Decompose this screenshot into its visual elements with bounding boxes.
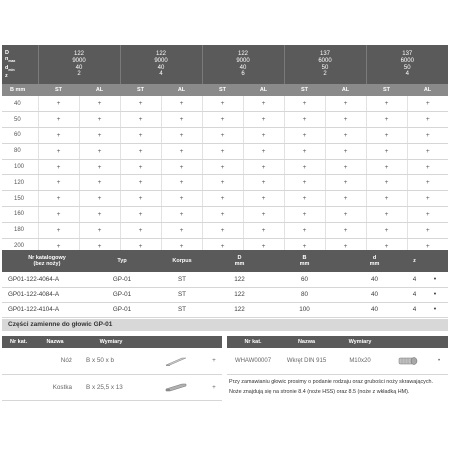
material-label: ST [366, 84, 407, 96]
availability-mark: + [202, 159, 243, 175]
availability-mark: + [161, 112, 202, 128]
b-value: 50 [2, 112, 38, 128]
availability-mark: + [202, 191, 243, 207]
availability-mark: + [366, 159, 407, 175]
label-z: z [5, 72, 8, 79]
availability-mark: + [243, 207, 284, 223]
availability-mark: + [243, 222, 284, 238]
material-label: AL [325, 84, 366, 96]
availability-mark: + [366, 143, 407, 159]
availability-mark: + [120, 112, 161, 128]
availability-mark: + [325, 112, 366, 128]
material-label: ST [38, 84, 79, 96]
param-column-3: 122 9000 40 6 [202, 45, 284, 84]
catalog-cell-z: 4 [407, 287, 422, 302]
catalog-cell-d: 122 [212, 287, 267, 302]
spare-right-header-row [227, 336, 448, 348]
table-row [2, 287, 448, 302]
availability-mark: + [366, 222, 407, 238]
availability-mark: + [38, 96, 79, 112]
availability-mark: + [202, 222, 243, 238]
availability-mark: + [243, 143, 284, 159]
availability-mark: + [79, 96, 120, 112]
availability-mark: + [407, 175, 448, 191]
catalog-cell-typ: GP-01 [92, 302, 152, 317]
catalog-header-z: z [407, 250, 422, 272]
availability-mark: + [407, 191, 448, 207]
availability-mark: + [38, 112, 79, 128]
availability-mark: + [366, 238, 407, 254]
availability-mark: + [120, 96, 161, 112]
availability-mark: + [243, 191, 284, 207]
availability-mark: + [120, 238, 161, 254]
availability-mark: + [325, 175, 366, 191]
availability-mark: + [284, 159, 325, 175]
availability-mark: + [325, 238, 366, 254]
availability-mark: + [407, 128, 448, 144]
catalog-header-nr: Nr katalogowy (bez noży) [2, 250, 92, 272]
availability-mark: + [284, 207, 325, 223]
material-label: ST [202, 84, 243, 96]
availability-mark: + [325, 128, 366, 144]
spare-part-dimensions: B x 25,5 x 13 [76, 374, 146, 400]
catalog-cell-korpus: ST [152, 302, 212, 317]
availability-mark: + [161, 191, 202, 207]
spare-part-name: Kostka [34, 374, 76, 400]
availability-mark: + [202, 128, 243, 144]
availability-mark: + [284, 222, 325, 238]
availability-mark: + [284, 112, 325, 128]
availability-mark: + [120, 222, 161, 238]
availability-mark: + [284, 191, 325, 207]
material-label: AL [243, 84, 284, 96]
availability-mark: + [79, 207, 120, 223]
availability-mark: + [325, 143, 366, 159]
availability-mark: + [407, 159, 448, 175]
b-value: 100 [2, 159, 38, 175]
availability-mark: + [325, 159, 366, 175]
b-value: 40 [2, 96, 38, 112]
catalog-header-d: d mm [342, 250, 407, 272]
availability-mark: + [161, 96, 202, 112]
table-row [2, 112, 448, 128]
spare-right-header-wymiary: Wymiary [334, 336, 386, 348]
availability-mark: + [407, 238, 448, 254]
catalog-header-row [2, 250, 448, 272]
availability-mark: + [120, 143, 161, 159]
catalog-cell-z: 4 [407, 272, 422, 287]
availability-mark: + [243, 175, 284, 191]
catalog-cell-d: 40 [342, 272, 407, 287]
table-row [2, 143, 448, 159]
table-row [2, 222, 448, 238]
availability-mark: + [79, 238, 120, 254]
availability-mark: + [284, 238, 325, 254]
param-column-2: 122 9000 40 4 [120, 45, 202, 84]
catalog-header-typ: Typ [92, 250, 152, 272]
order-note-line-2: Noże znajdują się na stronie 8.4 (noże HSS) oraz 8.5 (noże z wkładką HM). [229, 389, 410, 395]
table-row [2, 272, 448, 287]
availability-mark: + [120, 175, 161, 191]
availability-mark: + [120, 207, 161, 223]
spare-left-header-nr: Nr kat. [2, 336, 34, 348]
availability-mark: + [202, 238, 243, 254]
spare-part-name: Wkręt DIN 915 [279, 348, 334, 374]
availability-mark: + [243, 128, 284, 144]
availability-mark: + [202, 175, 243, 191]
availability-mark: + [407, 112, 448, 128]
catalog-header-korpus: Korpus [152, 250, 212, 272]
spare-parts-left-table [2, 336, 222, 401]
catalog-cell-b: 80 [267, 287, 342, 302]
catalog-cell-d: 122 [212, 272, 267, 287]
availability-mark: + [38, 222, 79, 238]
availability-mark: + [79, 222, 120, 238]
catalog-cell-mark: • [422, 272, 448, 287]
catalog-cell-b: 60 [267, 272, 342, 287]
label-d: d [5, 64, 9, 71]
catalog-header-B: B mm [267, 250, 342, 272]
availability-mark: + [366, 191, 407, 207]
availability-mark: + [366, 112, 407, 128]
catalog-cell-d: 40 [342, 302, 407, 317]
availability-mark: + [161, 159, 202, 175]
catalog-cell-typ: GP-01 [92, 272, 152, 287]
availability-mark: + [38, 128, 79, 144]
table-row [2, 175, 448, 191]
availability-mark: + [120, 128, 161, 144]
availability-mark: + [79, 143, 120, 159]
spare-parts-right-table [227, 336, 448, 375]
availability-mark: + [284, 175, 325, 191]
availability-mark: + [284, 143, 325, 159]
b-value: 180 [2, 222, 38, 238]
label-n-sub: max [8, 59, 16, 64]
order-note-line-1: Przy zamawianiu głowic prosimy o podanie rodzaju oraz grubości noży skrawających. [229, 379, 434, 385]
table-row: WHAW00007 Wkręt DIN 915 M10x20 • [227, 348, 448, 374]
availability-mark: + [202, 112, 243, 128]
clamp-block-icon [164, 381, 188, 393]
catalog-cell-mark: • [422, 287, 448, 302]
spare-part-dimensions: B x 50 x b [76, 348, 146, 374]
availability-mark: + [79, 191, 120, 207]
order-note [229, 377, 451, 397]
spare-left-header-wymiary: Wymiary [76, 336, 146, 348]
availability-mark: + [79, 128, 120, 144]
availability-mark: + [407, 207, 448, 223]
catalog-cell-nr: GP01-122-4104-A [2, 302, 92, 317]
catalog-cell-z: 4 [407, 302, 422, 317]
spare-left-header-nazwa: Nazwa [34, 336, 76, 348]
availability-mark: + [120, 191, 161, 207]
availability-mark: + [366, 175, 407, 191]
catalog-header-D: D mm [212, 250, 267, 272]
catalog-header-mark [422, 250, 448, 272]
availability-mark: + [407, 96, 448, 112]
b-value: 160 [2, 207, 38, 223]
table-row [2, 191, 448, 207]
b-value: 150 [2, 191, 38, 207]
b-value: 200 [2, 238, 38, 254]
catalog-cell-typ: GP-01 [92, 287, 152, 302]
availability-mark: + [366, 128, 407, 144]
availability-mark: + [284, 128, 325, 144]
spare-parts-title: Części zamienne do głowic GP-01 [2, 319, 448, 331]
parameter-table [2, 45, 448, 254]
set-screw-icon [396, 355, 420, 367]
availability-mark: + [407, 222, 448, 238]
catalog-cell-mark: • [422, 302, 448, 317]
catalog-cell-d: 40 [342, 287, 407, 302]
table-row [2, 128, 448, 144]
availability-mark: + [366, 207, 407, 223]
availability-mark: + [366, 96, 407, 112]
availability-mark: + [407, 143, 448, 159]
parameter-labels [2, 45, 38, 84]
flat-knife-icon [164, 355, 188, 367]
availability-mark: + [161, 143, 202, 159]
material-label: ST [284, 84, 325, 96]
param-column-5: 137 6000 50 4 [366, 45, 448, 84]
availability-mark: + [79, 159, 120, 175]
availability-mark: + [243, 112, 284, 128]
availability-mark: + [161, 207, 202, 223]
material-label: AL [407, 84, 448, 96]
availability-mark: + [38, 238, 79, 254]
availability-mark: + [120, 159, 161, 175]
table-row [2, 159, 448, 175]
availability-mark: + [161, 238, 202, 254]
availability-mark: + [38, 175, 79, 191]
b-value: 80 [2, 143, 38, 159]
spare-left-header-row [2, 336, 222, 348]
availability-mark: + [243, 96, 284, 112]
availability-mark: + [284, 96, 325, 112]
spare-part-dimensions: M10x20 [334, 348, 386, 374]
catalog-cell-d: 122 [212, 302, 267, 317]
availability-mark: + [202, 96, 243, 112]
param-column-4: 137 6000 50 2 [284, 45, 366, 84]
availability-mark: + [325, 207, 366, 223]
table-row: Nóż B x 50 x b + [2, 348, 222, 374]
catalog-table [2, 250, 448, 318]
availability-mark: + [38, 207, 79, 223]
catalog-cell-nr: GP01-122-4084-A [2, 287, 92, 302]
availability-mark: + [202, 143, 243, 159]
availability-mark: + [325, 96, 366, 112]
availability-mark: + [38, 191, 79, 207]
availability-mark: + [79, 175, 120, 191]
availability-mark: + [243, 159, 284, 175]
availability-mark: + [202, 207, 243, 223]
spare-right-header-nr: Nr kat. [227, 336, 279, 348]
param-column-1: 122 9000 40 2 [38, 45, 120, 84]
label-d-sub: min [8, 67, 15, 72]
catalog-cell-b: 100 [267, 302, 342, 317]
availability-mark: + [79, 112, 120, 128]
catalog-cell-nr: GP01-122-4064-A [2, 272, 92, 287]
material-header-row [2, 84, 448, 96]
parameter-header-row [2, 45, 448, 84]
material-label: ST [120, 84, 161, 96]
b-value: 60 [2, 128, 38, 144]
material-label: AL [161, 84, 202, 96]
label-n: n [5, 56, 9, 63]
availability-mark: + [325, 191, 366, 207]
spare-part-name: Nóż [34, 348, 76, 374]
table-row [2, 96, 448, 112]
b-mm-label: B mm [2, 84, 38, 96]
catalog-cell-korpus: ST [152, 272, 212, 287]
availability-mark: + [38, 143, 79, 159]
table-row [2, 207, 448, 223]
availability-mark: + [325, 222, 366, 238]
availability-mark: + [161, 128, 202, 144]
spare-right-header-nazwa: Nazwa [279, 336, 334, 348]
material-label: AL [79, 84, 120, 96]
b-value: 120 [2, 175, 38, 191]
availability-mark: + [38, 159, 79, 175]
table-row [2, 302, 448, 317]
label-D: D [5, 50, 9, 56]
catalog-rows [2, 272, 448, 317]
table-row: Kostka B x 25,5 x 13 + [2, 374, 222, 400]
availability-mark: + [243, 238, 284, 254]
width-rows [2, 96, 448, 254]
spare-part-number: WHAW00007 [227, 348, 279, 374]
availability-mark: + [161, 222, 202, 238]
availability-mark: + [161, 175, 202, 191]
catalog-cell-korpus: ST [152, 287, 212, 302]
